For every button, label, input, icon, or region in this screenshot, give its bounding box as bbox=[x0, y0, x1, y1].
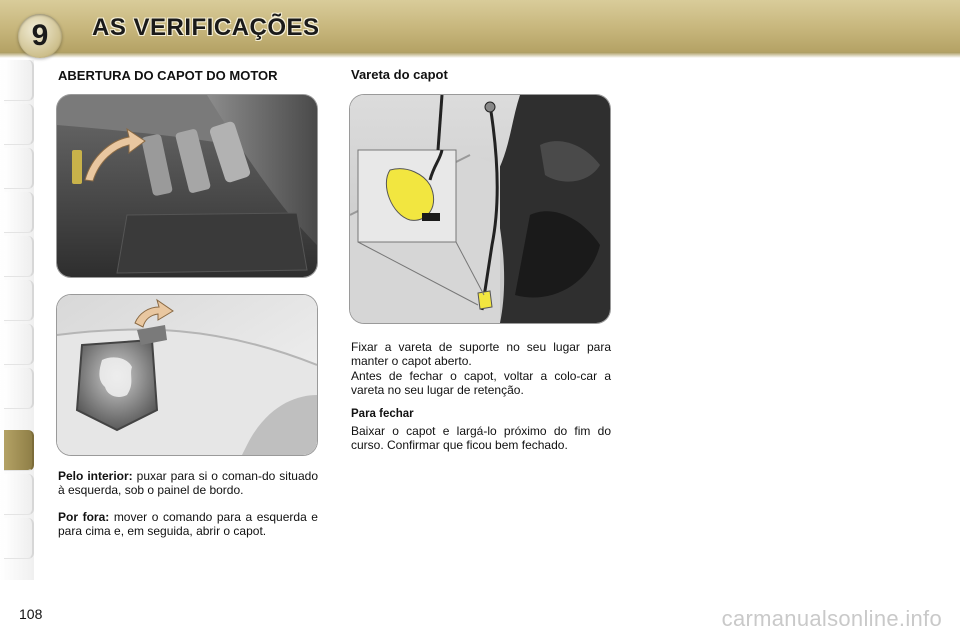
section-heading-hood-prop: Vareta do capot bbox=[351, 67, 448, 82]
chapter-tab[interactable] bbox=[4, 148, 34, 189]
chapter-number-badge bbox=[18, 14, 62, 58]
exterior-instruction bbox=[58, 511, 318, 538]
chapter-tab[interactable] bbox=[4, 474, 34, 515]
chapter-tab-active[interactable] bbox=[4, 430, 34, 471]
closing-subheading: Para fechar bbox=[351, 408, 414, 420]
release-lever-highlight bbox=[72, 150, 82, 184]
exterior-label: Por fora: bbox=[58, 510, 110, 524]
page-number: 108 bbox=[19, 606, 43, 622]
interior-label: Pelo interior: bbox=[58, 469, 133, 483]
closing-paragraph: Baixar o capot e largá-lo próximo do fim do curso. Confirmar que ficou bem fechado. bbox=[351, 424, 611, 452]
chapter-tab[interactable] bbox=[4, 236, 34, 277]
chapter-tab[interactable] bbox=[4, 518, 34, 559]
interior-release-photo bbox=[57, 95, 317, 277]
exterior-release-photo bbox=[57, 295, 317, 455]
chapter-tab[interactable] bbox=[4, 192, 34, 233]
chapter-tab[interactable] bbox=[4, 104, 34, 145]
chapter-tab[interactable] bbox=[4, 368, 34, 409]
chapter-tab[interactable] bbox=[4, 324, 34, 365]
header-shadow bbox=[0, 52, 960, 58]
chapter-title: AS VERIFICAÇÕES bbox=[92, 14, 320, 41]
prop-rod-paragraph-2: Antes de fechar o capot, voltar a colo-car a vareta no seu lugar de retenção. bbox=[351, 369, 611, 397]
chapter-number: 9 bbox=[31, 19, 49, 52]
prop-rod-paragraph-1: Fixar a vareta de suporte no seu lugar para manter o capot aberto. bbox=[351, 340, 611, 368]
interior-text: puxar para si o coman-do situado à esquerda, sob o painel de bordo. bbox=[58, 469, 318, 497]
section-heading-hood-opening: ABERTURA DO CAPOT DO MOTOR bbox=[58, 68, 278, 83]
exterior-text: mover o comando para a esquerda e para cima e, em seguida, abrir o capot. bbox=[58, 510, 318, 538]
chapter-tab[interactable] bbox=[4, 60, 34, 101]
chapter-tab[interactable] bbox=[4, 280, 34, 321]
watermark: carmanualsonline.info bbox=[721, 606, 942, 631]
interior-instruction bbox=[58, 470, 318, 497]
chapter-tab-strip bbox=[0, 60, 34, 580]
hood-prop-rod-photo bbox=[350, 95, 610, 323]
